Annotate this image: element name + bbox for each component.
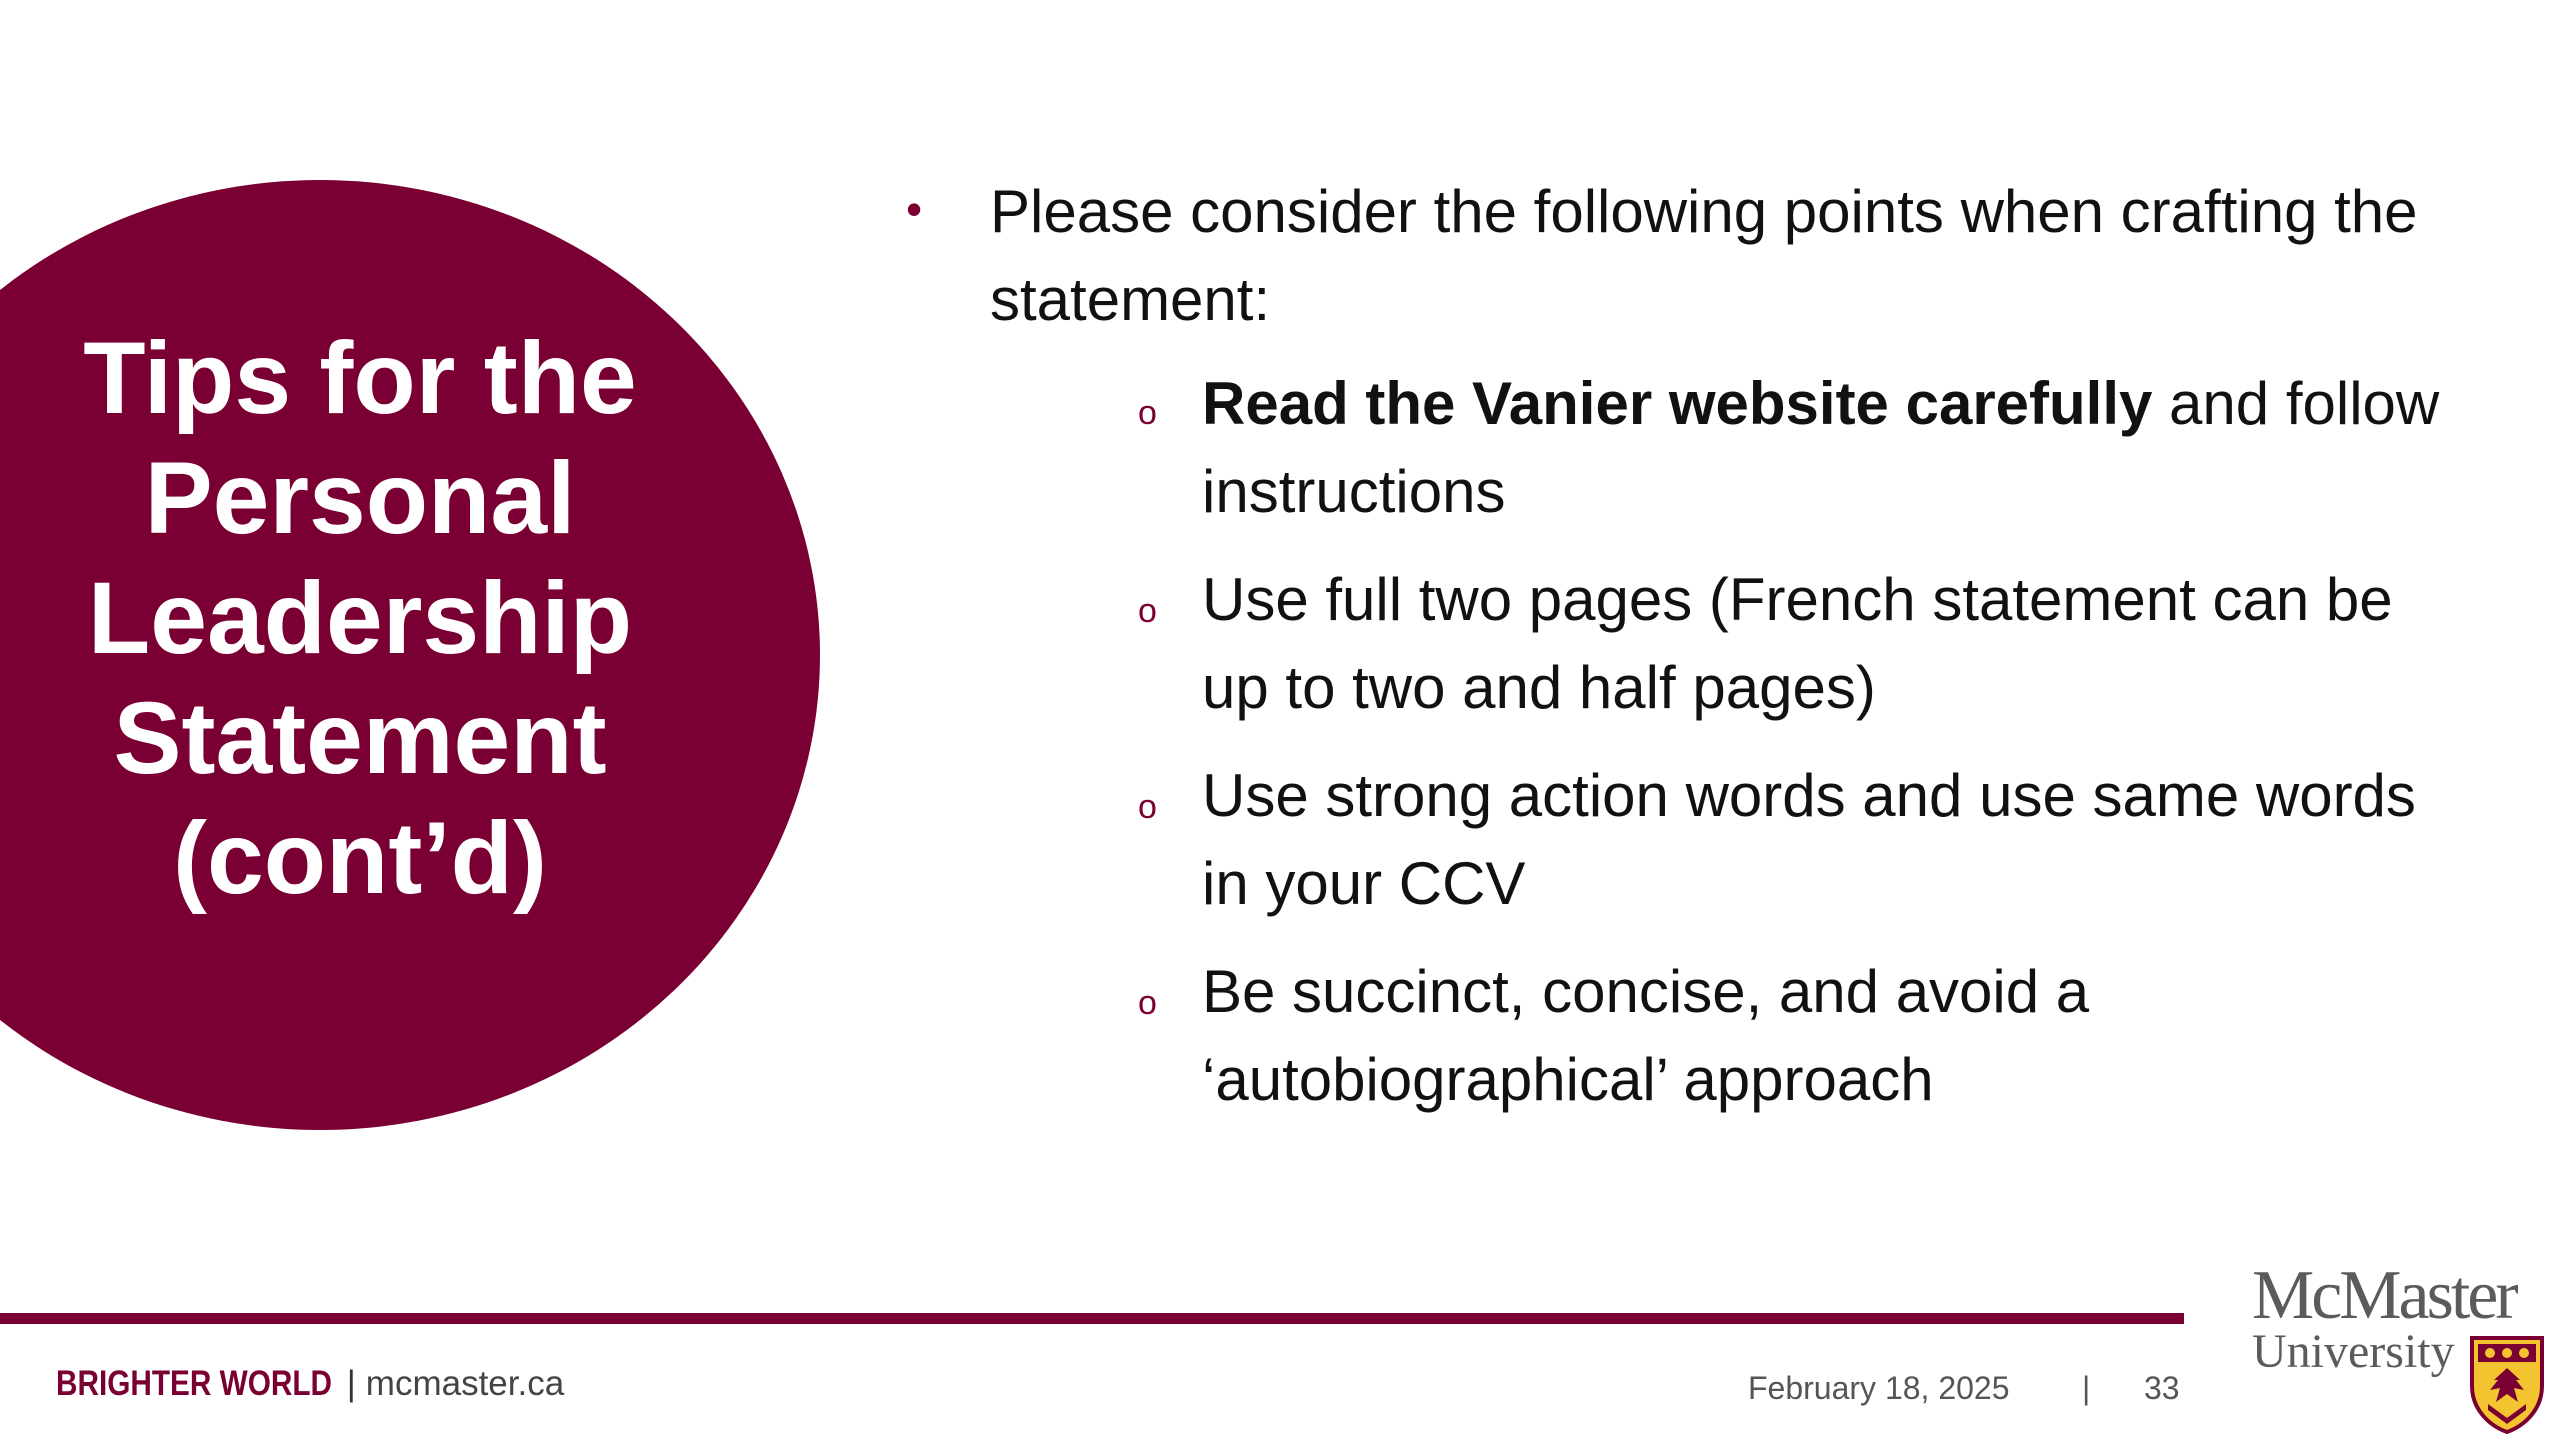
mcmaster-crest-icon bbox=[2468, 1334, 2546, 1434]
sub-bullet-marker: o bbox=[1138, 394, 1157, 432]
sub-bullet-text: Use full two pages (French statement can be up to two and half pages) bbox=[1202, 566, 2393, 721]
sub-bullet-text: Be succinct, concise, and avoid a ‘autobiographical’ approach bbox=[1202, 958, 2090, 1113]
sub-bullet-item bbox=[1202, 948, 2462, 1124]
slide-title-line: Personal bbox=[144, 441, 576, 555]
footer-rule bbox=[0, 1313, 2184, 1324]
footer-separator: | bbox=[2082, 1370, 2091, 1406]
brand-url[interactable]: mcmaster.ca bbox=[365, 1364, 565, 1403]
sub-bullet-item bbox=[1202, 556, 2462, 732]
sub-bullet-marker: o bbox=[1138, 984, 1157, 1022]
brand-tagline: BRIGHTER WORLD bbox=[56, 1364, 332, 1403]
sub-bullet-marker: o bbox=[1138, 592, 1157, 630]
page-number: 33 bbox=[2144, 1370, 2180, 1406]
bullet-marker: • bbox=[906, 183, 923, 235]
sub-bullet-bold: Read the Vanier website carefully bbox=[1202, 370, 2153, 437]
sub-bullet-item bbox=[1202, 360, 2462, 536]
sub-bullet-text: Use strong action words and use same words in your CCV bbox=[1202, 762, 2416, 917]
brand-separator: | bbox=[346, 1364, 356, 1403]
slide-title-line: Statement bbox=[113, 681, 607, 795]
footer-brand bbox=[56, 1362, 564, 1406]
logo-wordmark-line2: University bbox=[2252, 1325, 2455, 1378]
slide-title-line: (cont’d) bbox=[173, 801, 547, 915]
logo-wordmark-line1: McMaster bbox=[2252, 1257, 2516, 1334]
sub-bullet-item bbox=[1202, 752, 2462, 928]
sub-bullet-marker: o bbox=[1138, 788, 1157, 826]
footer-date: February 18, 2025 bbox=[1748, 1370, 2010, 1406]
main-bullet-text: Please consider the following points when crafting the statement: bbox=[990, 178, 2418, 333]
sub-bullet-text: and follow instructions bbox=[1202, 370, 2440, 525]
slide-title-line: Tips for the bbox=[83, 321, 637, 435]
slide-title-line: Leadership bbox=[87, 561, 633, 675]
